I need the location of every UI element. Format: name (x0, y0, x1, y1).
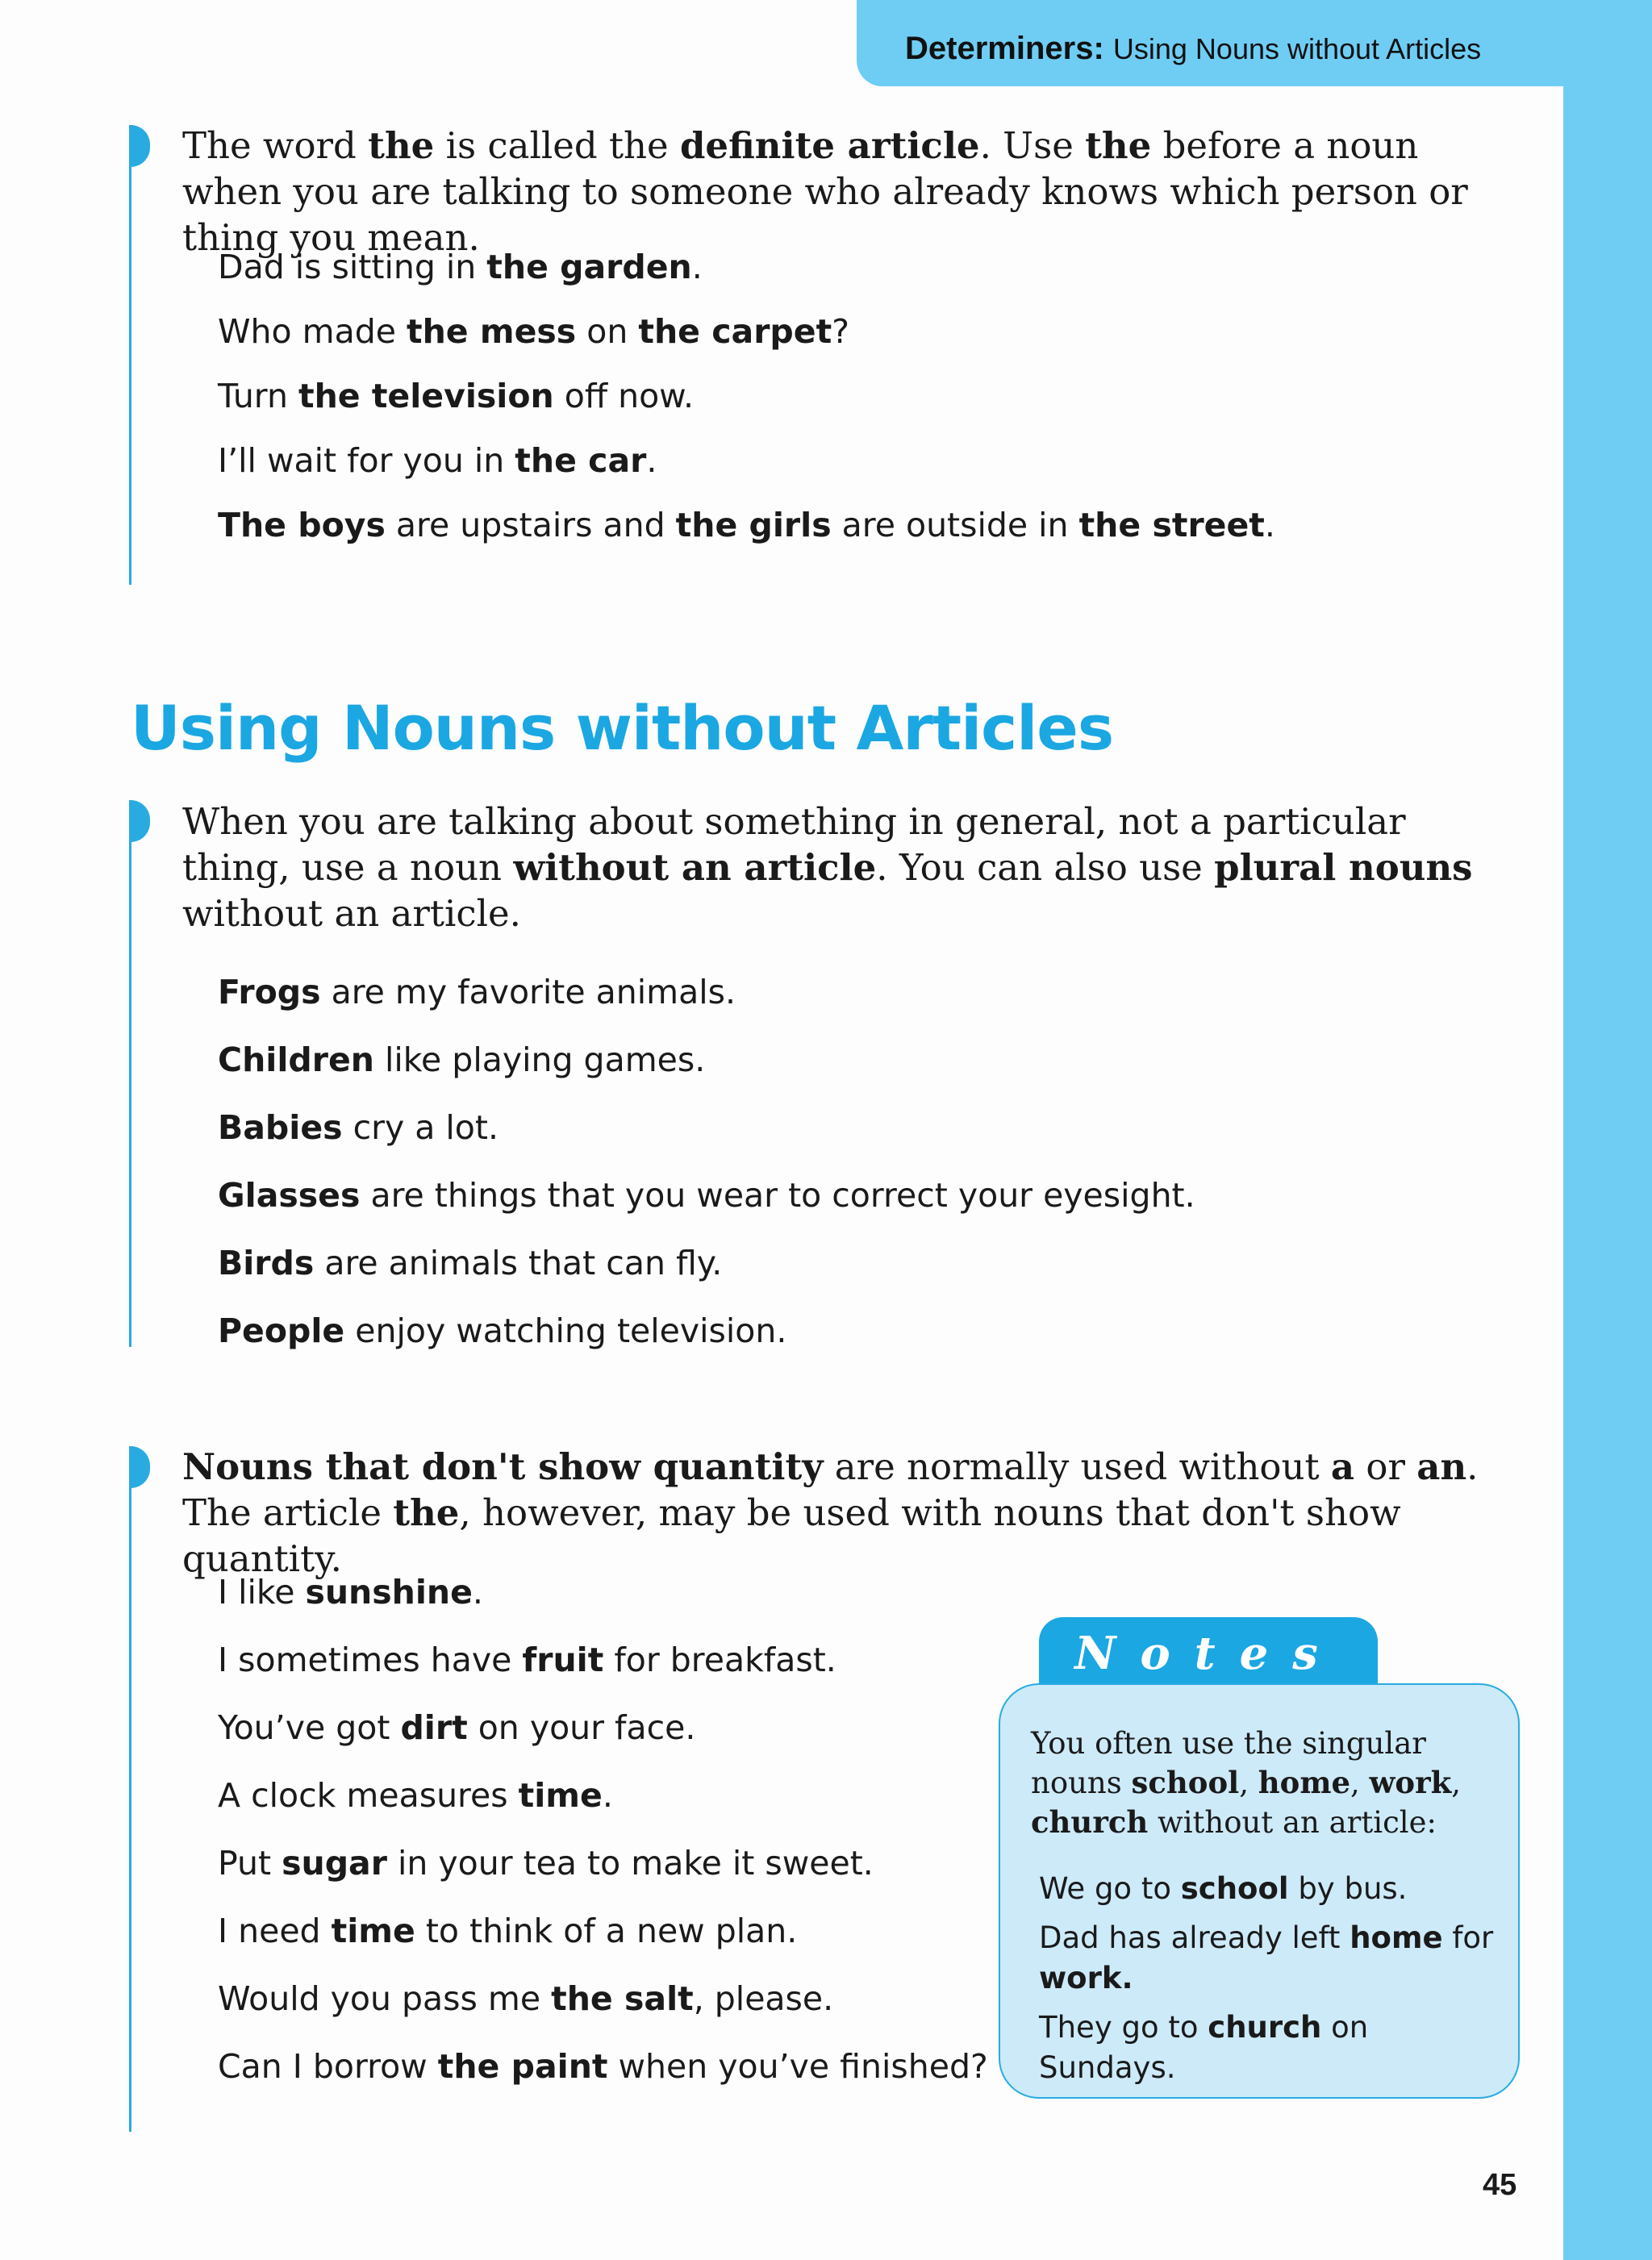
notes-box (999, 1683, 1520, 2099)
notes-example: Dad has already left home for work. (1039, 1920, 1494, 1995)
example-sentence: A clock measures time. (218, 1776, 613, 1815)
general-nouns-intro: When you are talking about something in general, not a particular thing, use a noun without an article. You can also use plural nouns without an article. (182, 800, 1473, 935)
example-sentence: You’ve got dirt on your face. (218, 1708, 696, 1747)
definite-examples (218, 247, 1275, 569)
example-sentence: I like sunshine. (218, 1573, 483, 1612)
example-sentence: I need time to think of a new plan. (218, 1912, 798, 1950)
header-section: Determiners: (905, 31, 1104, 66)
section-rule-quantity (129, 1446, 131, 2132)
example-sentence: Put sugar in your tea to make it sweet. (218, 1844, 874, 1883)
side-color-stripe (1563, 0, 1652, 2260)
example-sentence: Who made the mess on the carpet? (218, 312, 849, 351)
section-heading: Using Nouns without Articles (131, 692, 1114, 764)
example-sentence: Turn the television off now. (218, 377, 694, 415)
quantity-nouns-intro: Nouns that don't show quantity are normally used without a or an. The article the, however, may be used with nouns that don't show quantity. (182, 1445, 1479, 1580)
notes-tab (1039, 1617, 1378, 1690)
page-number: 45 (1483, 2168, 1517, 2202)
example-sentence: Can I borrow the paint when you’ve finished? (218, 2047, 988, 2086)
notes-example: They go to church on Sundays. (1039, 2010, 1369, 2085)
example-sentence: Babies cry a lot. (218, 1108, 499, 1147)
example-sentence: Frogs are my favorite animals. (218, 973, 736, 1011)
general-examples (218, 972, 1195, 1378)
example-sentence: People enjoy watching television. (218, 1311, 787, 1350)
bullet-marker (131, 800, 150, 842)
example-sentence: Children like playing games. (218, 1040, 706, 1079)
header-topic: Using Nouns without Articles (1112, 32, 1482, 65)
example-sentence: Would you pass me the salt, please. (218, 1979, 834, 2018)
bullet-marker (131, 1446, 150, 1488)
notes-example: We go to school by bus. (1039, 1871, 1408, 1906)
section-rule-definite (129, 125, 131, 585)
section-rule-general (129, 800, 131, 1347)
example-sentence: Dad is sitting in the garden. (218, 248, 703, 286)
example-sentence: I sometimes have fruit for breakfast. (218, 1641, 836, 1679)
running-header-text (905, 31, 1481, 67)
bullet-marker (131, 125, 150, 167)
example-sentence: The boys are upstairs and the girls are outside in the street. (218, 506, 1275, 544)
example-sentence: Birds are animals that can fly. (218, 1244, 723, 1282)
example-sentence: Glasses are things that you wear to correct your eyesight. (218, 1176, 1195, 1215)
notes-title: Notes (1074, 1627, 1342, 1680)
definite-article-intro: The word the is called the definite article. Use the before a noun when you are talking to someone who already knows which person or thing you mean. (182, 124, 1468, 259)
example-sentence: I’ll wait for you in the car. (218, 441, 657, 480)
notes-intro: You often use the singular nouns school, home, work, church without an article: (1031, 1726, 1461, 1840)
